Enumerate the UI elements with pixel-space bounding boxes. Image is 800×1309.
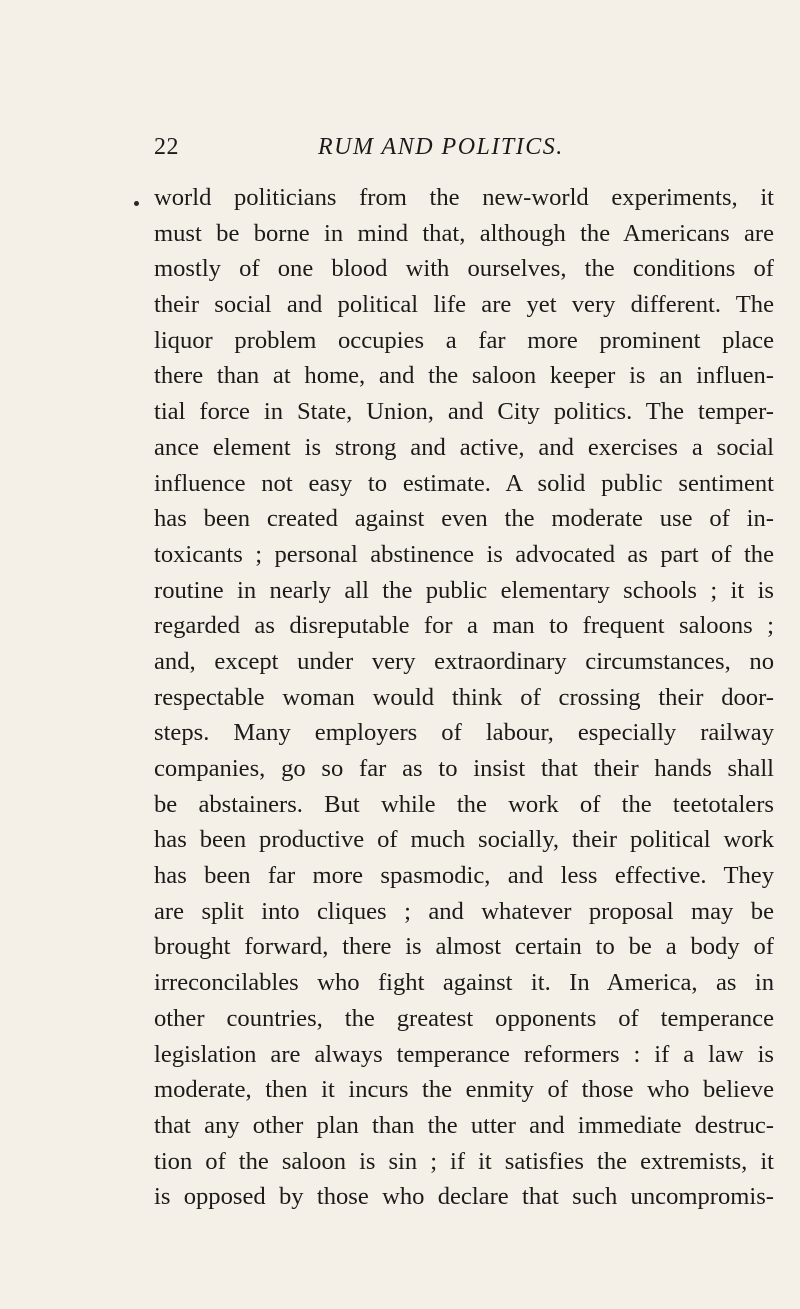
text-line: and, except under very extraordinary circumstances, no (154, 647, 774, 675)
text-line: liquor problem occupies a far more prominent place (154, 326, 774, 354)
running-head (0, 132, 800, 166)
text-line: toxicants ; personal abstinence is advocated as part of the (154, 540, 774, 568)
text-line: that any other plan than the utter and immediate destruc- (154, 1111, 774, 1139)
body-paragraph (154, 180, 774, 1215)
text-line: has been productive of much socially, their political work (154, 826, 774, 854)
text-line: be abstainers. But while the work of the teetotalers (154, 790, 774, 818)
text-line: their social and political life are yet very different. The (154, 291, 774, 319)
text-line: moderate, then it incurs the enmity of those who believe (154, 1076, 774, 1104)
text-line: is opposed by those who declare that such uncompromis- (154, 1183, 774, 1211)
text-line: companies, go so far as to insist that their hands shall (154, 755, 774, 782)
text-line: respectable woman would think of crossing their door- (154, 683, 774, 711)
page-number: 22 (154, 134, 179, 160)
text-line: influence not easy to estimate. A solid public sentiment (154, 469, 774, 497)
text-line: mostly of one blood with ourselves, the conditions of (154, 255, 774, 283)
text-line: must be borne in mind that, although the Americans are (154, 219, 774, 247)
text-line: regarded as disreputable for a man to frequent saloons ; (154, 612, 774, 640)
text-line: ance element is strong and active, and exercises a social (154, 433, 774, 461)
text-line: world politicians from the new-world experiments, it (154, 184, 774, 211)
text-line: steps. Many employers of labour, especially railway (154, 719, 774, 747)
text-line: irreconcilables who fight against it. In America, as in (154, 969, 774, 997)
running-title: RUM AND POLITICS. (318, 134, 564, 160)
text-line: are split into cliques ; and whatever proposal may be (154, 897, 774, 925)
text-line: other countries, the greatest opponents of temperance (154, 1004, 774, 1032)
text-line: legislation are always temperance reformers : if a law is (154, 1040, 774, 1068)
text-line: brought forward, there is almost certain to be a body of (154, 933, 774, 961)
text-line: has been far more spasmodic, and less effective. They (154, 862, 774, 890)
text-line: tial force in State, Union, and City politics. The temper- (154, 398, 774, 426)
margin-dot-mark (134, 201, 139, 206)
text-line: has been created against even the moderate use of in- (154, 505, 774, 533)
text-line: there than at home, and the saloon keeper is an influen- (154, 362, 774, 390)
text-line: tion of the saloon is sin ; if it satisfies the extremists, it (154, 1147, 774, 1175)
text-line: routine in nearly all the public elementary schools ; it is (154, 576, 774, 604)
